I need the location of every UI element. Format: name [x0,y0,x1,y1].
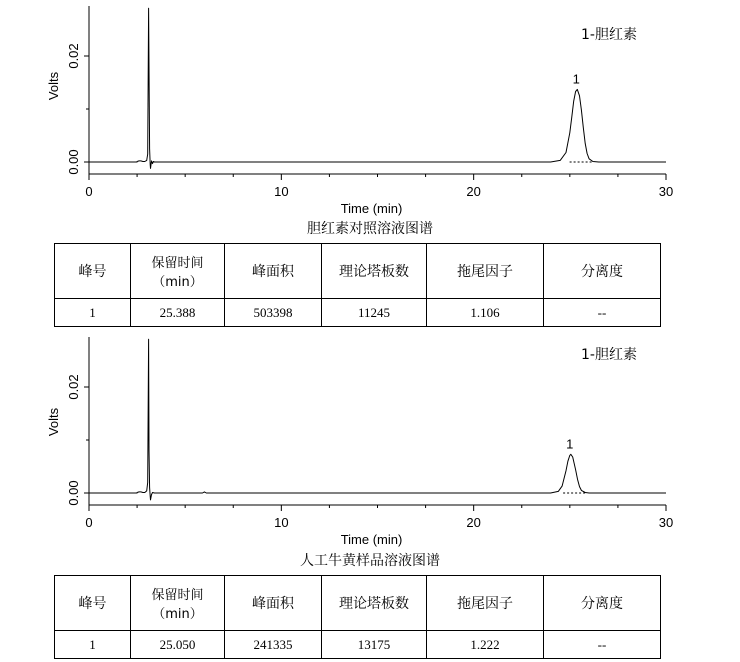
y-axis-label: Volts [46,71,61,101]
header-retention-time-unit: （min） [152,607,203,622]
y-tick-label: 0.00 [66,149,81,175]
header-resolution: 分离度 [544,576,661,631]
y-tick-label: 0.02 [66,43,81,69]
table-header-row [55,576,661,631]
cell-peak-number: 1 [55,631,131,659]
header-peak-number: 峰号 [55,576,131,631]
header-tailing-factor: 拖尾因子 [427,576,544,631]
x-tick-label: 30 [658,184,674,199]
cell-peak-number: 1 [55,299,131,327]
header-retention-time-unit: （min） [152,275,203,290]
header-retention-time [131,576,225,631]
chart-title-standard: 胆红素对照溶液图谱 [307,221,433,237]
cell-theoretical-plates: 11245 [322,299,427,327]
header-theoretical-plates: 理论塔板数 [322,244,427,299]
x-tick-label: 20 [466,184,481,199]
chromatogram-series-line [89,339,666,500]
legend-entry: 1-胆红素 [581,27,637,43]
x-tick-label: 30 [658,515,674,530]
x-tick-label: 20 [466,515,481,530]
peak-label: 1 [566,436,574,452]
header-tailing-factor: 拖尾因子 [427,244,544,299]
cell-peak-area: 503398 [225,299,322,327]
header-retention-time [131,244,225,299]
cell-tailing-factor: 1.222 [427,631,544,659]
chart-title-sample: 人工牛黄样品溶液图谱 [300,553,440,569]
x-axis-label: Time (min) [340,201,403,216]
header-peak-area: 峰面积 [225,244,322,299]
header-peak-number: 峰号 [55,244,131,299]
cell-resolution: -- [544,299,661,327]
y-tick-label: 0.00 [66,480,81,506]
x-tick-label: 0 [85,515,93,530]
cell-retention-time: 25.388 [131,299,225,327]
cell-resolution: -- [544,631,661,659]
x-axis-label: Time (min) [340,532,403,547]
peak-label: 1 [572,71,580,87]
y-tick-label: 0.02 [66,374,81,400]
cell-theoretical-plates: 13175 [322,631,427,659]
header-peak-area: 峰面积 [225,576,322,631]
result-table-sample [54,575,661,659]
table-row [55,631,661,659]
x-tick-label: 10 [274,184,289,199]
cell-peak-area: 241335 [225,631,322,659]
cell-retention-time: 25.050 [131,631,225,659]
y-axis-label: Volts [46,407,61,437]
header-retention-time-label: 保留时间 [151,256,204,271]
cell-tailing-factor: 1.106 [427,299,544,327]
header-resolution: 分离度 [544,244,661,299]
x-tick-label: 10 [274,515,289,530]
header-theoretical-plates: 理论塔板数 [322,576,427,631]
result-table-standard [54,243,661,327]
table-row [55,299,661,327]
chromatogram-series-line [89,8,666,168]
x-tick-label: 0 [85,184,93,199]
table-header-row [55,244,661,299]
header-retention-time-label: 保留时间 [151,588,204,603]
legend-entry: 1-胆红素 [581,347,637,363]
